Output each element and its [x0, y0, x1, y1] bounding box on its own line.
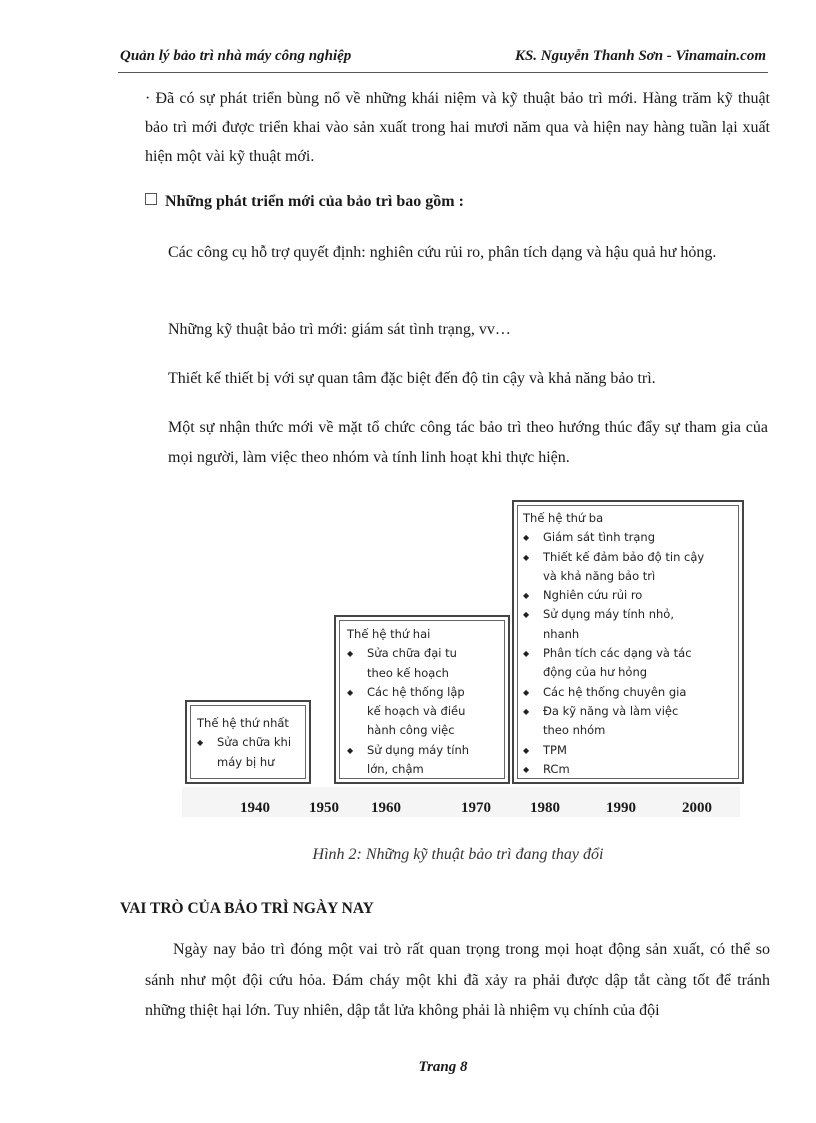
year-label: 1990 [606, 800, 636, 816]
generation-item: ◆ Sửa chữa đại tu [347, 644, 505, 663]
generation-item: theo kế hoạch [367, 665, 449, 680]
generation-item: ◆ Sửa chữa khi [197, 733, 307, 752]
generation-item: hành công việc [367, 723, 455, 738]
section-paragraph: Ngày nay bảo trì đóng một vai trò rất quan trọng trong mọi hoạt động sản xuất, có thể so sánh như một đội cứu hỏa. Đám cháy một khi đã xảy ra phải được dập tắt càng tốt để tránh những thiệt hại lớn. Tuy nhiên, dập tắt lửa không phải là nhiệm vụ chính của đội [145, 941, 770, 1019]
generation-item: lớn, chậm [367, 762, 424, 777]
generation-title: Thế hệ thứ hai [347, 627, 431, 641]
developments-heading [145, 187, 770, 216]
generation-2-text [347, 625, 505, 779]
checkbox-icon [145, 193, 157, 205]
generation-title: Thế hệ thứ ba [523, 511, 604, 525]
development-item: Những kỹ thuật bảo trì mới: giám sát tình trạng, vv… [168, 321, 511, 338]
generation-2-box [334, 615, 510, 784]
generation-item: ◆ Giám sát tình trạng [523, 528, 739, 547]
generation-item: ◆ RCm [523, 760, 739, 779]
generation-item: theo nhóm [543, 723, 606, 738]
generation-item: ◆ Sử dụng máy tính [347, 741, 505, 760]
year-label: 1960 [371, 800, 401, 816]
development-item: Thiết kế thiết bị với sự quan tâm đặc biệt đến độ tin cậy và khả năng bảo trì. [168, 370, 656, 387]
generation-item: ◆ Các hệ thống chuyên gia [523, 683, 739, 702]
generation-item: ◆ Đa kỹ năng và làm việc [523, 702, 739, 721]
generation-1-box [185, 700, 311, 784]
year-label: 1970 [461, 800, 491, 816]
header-title: Quản lý bảo trì nhà máy công nghiệp [120, 48, 352, 64]
generation-title: Thế hệ thứ nhất [197, 716, 289, 730]
figure-caption: Hình 2: Những kỹ thuật bảo trì đang thay đổi [312, 846, 604, 863]
intro-paragraph: · Đã có sự phát triển bùng nổ về những khái niệm và kỹ thuật bảo trì mới. Hàng trăm kỹ thuật bảo trì mới được triển khai vào sản xuất trong hai mươi năm qua và hiện nay hàng tuần lại xuất hiện một vài kỹ thuật mới. [145, 90, 770, 165]
development-item: Các công cụ hỗ trợ quyết định: nghiên cứu rủi ro, phân tích dạng và hậu quả hư hỏng. [168, 244, 717, 261]
development-item: Một sự nhận thức mới về mặt tổ chức công tác bảo trì theo hướng thúc đẩy sự tham gia của mọi người, làm việc theo nhóm và tính linh hoạt khi thực hiện. [168, 419, 768, 466]
generation-item: kế hoạch và điều [367, 704, 466, 719]
section-title: VAI TRÒ CỦA BẢO TRÌ NGÀY NAY [120, 900, 374, 917]
generation-item: ◆ Nghiên cứu rủi ro [523, 586, 739, 605]
page-number: Trang 8 [418, 1059, 468, 1075]
generation-item: nhanh [543, 626, 580, 641]
generation-item: máy bị hư [217, 754, 275, 769]
year-label: 1980 [530, 800, 560, 816]
year-label: 1950 [309, 800, 339, 816]
generation-3-box [512, 500, 744, 784]
header-divider [118, 72, 768, 73]
generation-3-text [523, 509, 739, 779]
year-label: 2000 [682, 800, 712, 816]
generation-item: ◆ TPM [523, 741, 739, 760]
generation-item: ◆ Phân tích các dạng và tác [523, 644, 739, 663]
generation-item: ◆ Sử dụng máy tính nhỏ, [523, 605, 739, 624]
generation-item: ◆ Các hệ thống lập [347, 683, 505, 702]
generation-item: và khả năng bảo trì [543, 568, 656, 583]
generation-1-text [197, 714, 307, 772]
header-author: KS. Nguyễn Thanh Sơn - Vinamain.com [514, 48, 766, 64]
developments-heading-text: Những phát triển mới của bảo trì bao gồm : [165, 193, 464, 210]
year-label: 1940 [240, 800, 270, 816]
generation-item: ◆ Thiết kế đảm bảo độ tin cậy [523, 548, 739, 567]
generation-item: động của hư hỏng [543, 665, 648, 680]
